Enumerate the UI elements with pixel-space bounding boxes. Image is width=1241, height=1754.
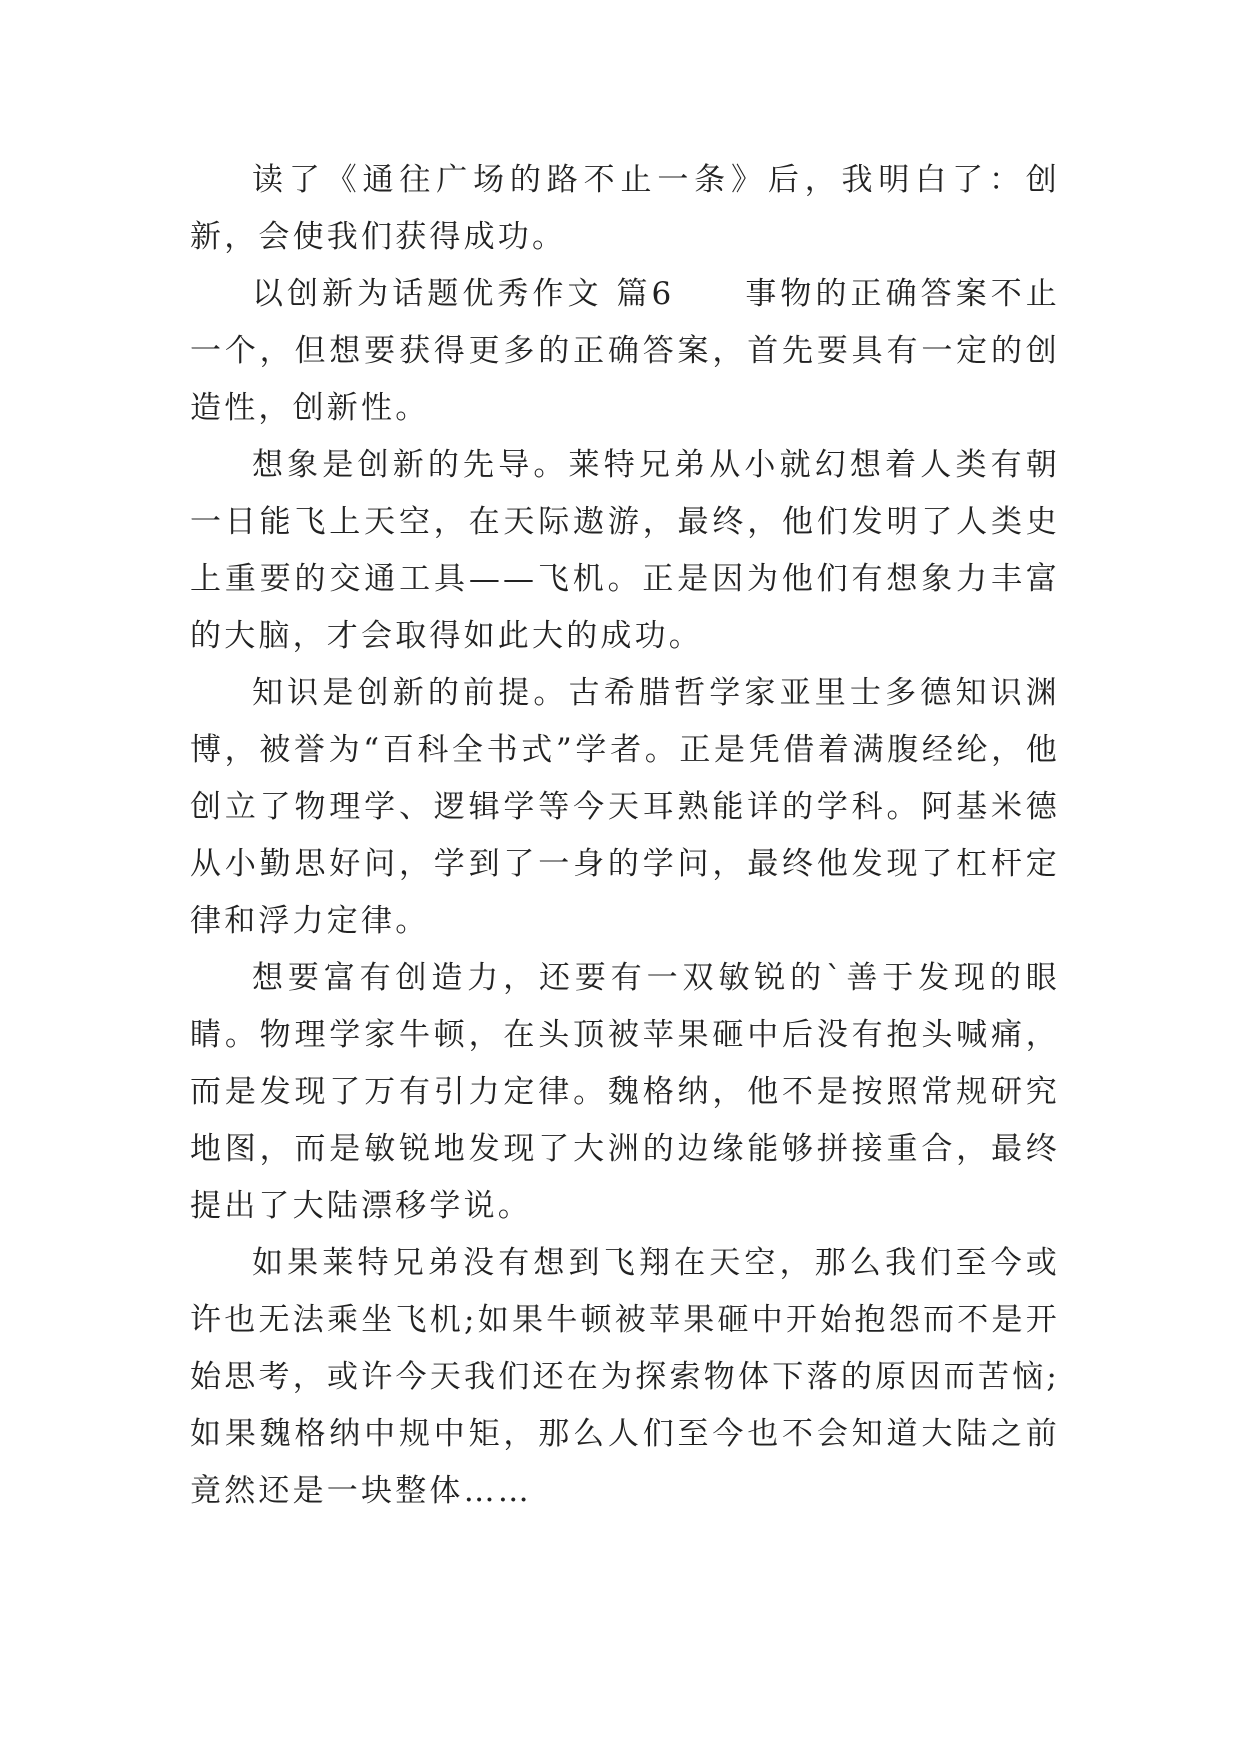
- paragraph-5: 想要富有创造力，还要有一双敏锐的`善于发现的眼睛。物理学家牛顿，在头顶被苹果砸中后没有抱头喊痛，而是发现了万有引力定律。魏格纳，他不是按照常规研究地图，而是敏锐地发现了大洲的边缘能够拼接重合，最终提出了大陆漂移学说。: [190, 960, 1060, 1224]
- paragraph-2: 以创新为话题优秀作文 篇6 事物的正确答案不止一个，但想要获得更多的正确答案，首先要具有一定的创造性，创新性。: [190, 276, 1060, 426]
- paragraph-3: 想象是创新的先导。莱特兄弟从小就幻想着人类有朝一日能飞上天空，在天际遨游，最终，他们发明了人类史上重要的交通工具——飞机。正是因为他们有想象力丰富的大脑，才会取得如此大的成功。: [190, 447, 1060, 654]
- paragraph-6: 如果莱特兄弟没有想到飞翔在天空，那么我们至今或许也无法乘坐飞机;如果牛顿被苹果砸中开始抱怨而不是开始思考，或许今天我们还在为探索物体下落的原因而苦恼;如果魏格纳中规中矩，那么人们至今也不会知道大陆之前竟然还是一块整体……: [190, 1245, 1060, 1509]
- document-body: [190, 152, 1060, 1520]
- paragraph-1: 读了《通往广场的路不止一条》后，我明白了：创新，会使我们获得成功。: [190, 162, 1060, 255]
- paragraph-4: 知识是创新的前提。古希腊哲学家亚里士多德知识渊博，被誉为“百科全书式”学者。正是凭借着满腹经纶，他创立了物理学、逻辑学等今天耳熟能详的学科。阿基米德从小勤思好问，学到了一身的学问，最终他发现了杠杆定律和浮力定律。: [190, 675, 1060, 939]
